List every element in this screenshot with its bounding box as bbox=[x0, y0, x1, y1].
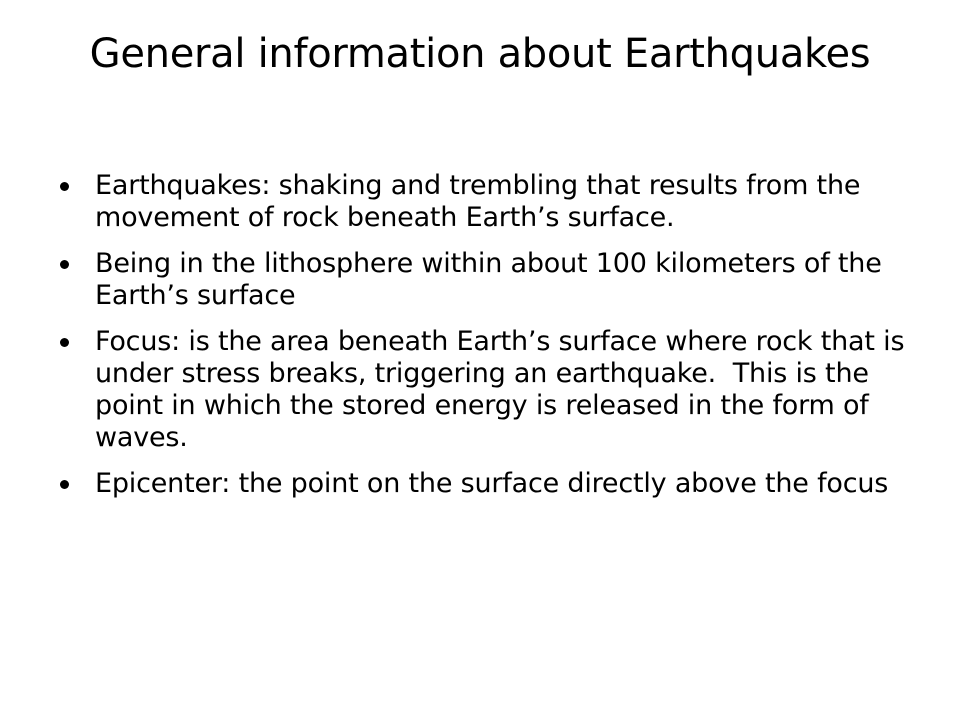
bullet-text: Epicenter: the point on the surface directly above the focus bbox=[95, 468, 889, 499]
bullet-list bbox=[58, 170, 913, 514]
bullet-item bbox=[58, 170, 908, 234]
bullet-text: Being in the lithosphere within about 100 kilometers of the Earth’s surface bbox=[95, 248, 882, 311]
bullet-icon bbox=[60, 260, 69, 269]
bullet-text: Focus: is the area beneath Earth’s surface where rock that is under stress breaks, triggering an earthquake. This is the point in which the stored energy is released in the form of waves. bbox=[95, 326, 913, 453]
bullet-item bbox=[58, 468, 908, 500]
bullet-item bbox=[58, 326, 913, 454]
bullet-icon bbox=[60, 338, 69, 347]
bullet-icon bbox=[60, 182, 69, 191]
slide-title: General information about Earthquakes bbox=[89, 31, 871, 77]
bullet-item bbox=[58, 248, 908, 312]
bullet-text: Earthquakes: shaking and trembling that results from the movement of rock beneath Earth’s surface. bbox=[95, 170, 861, 233]
bullet-icon bbox=[60, 480, 69, 489]
